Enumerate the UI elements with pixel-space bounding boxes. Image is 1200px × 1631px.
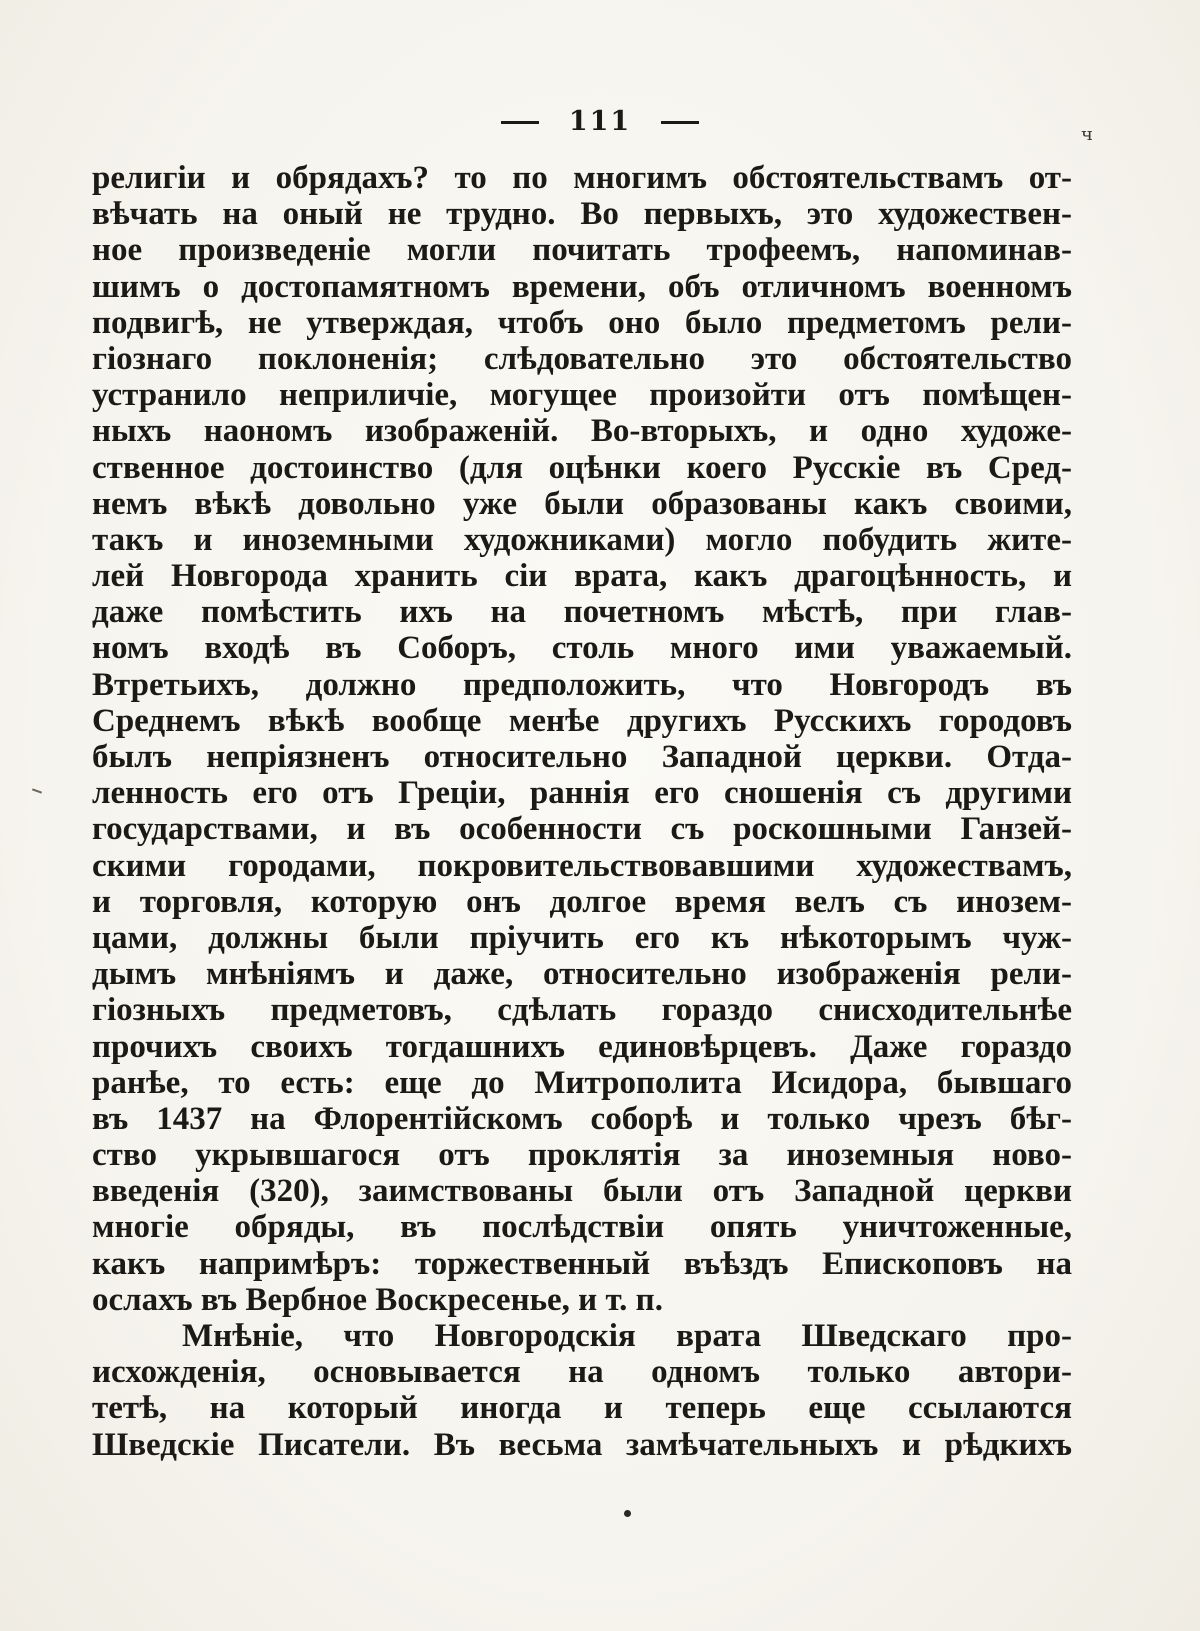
text-line: номъ входѣ въ Соборъ, столь много ими уважаемый. (92, 630, 1072, 667)
text-line: гіознаго поклоненія; слѣдовательно это обстоятельство (92, 340, 1072, 377)
text-line: скими городами, покровительствовавшими художествамъ, (92, 847, 1072, 884)
text-line: устранило неприличіе, могущее произойти отъ помѣщен- (92, 377, 1072, 414)
text-line: ныхъ наономъ изображеній. Во-вторыхъ, и одно художе- (92, 413, 1072, 450)
text-line: такъ и иноземными художниками) могло побудить жите- (92, 521, 1072, 558)
header-dash-left (501, 121, 539, 124)
margin-tick-mark (32, 788, 42, 793)
text-line: религіи и обрядахъ? то по многимъ обстоятельствамъ от- (92, 160, 1072, 196)
page-header (0, 108, 1200, 135)
text-line: ослахъ въ Вербное Воскресенье, и т. п. (92, 1281, 663, 1318)
text-line: прочихъ своихъ тогдашнихъ единовѣрцевъ. Даже гораздо (92, 1028, 1072, 1065)
body-text (92, 160, 1072, 1463)
text-line: вѣчать на оный не трудно. Во первыхъ, это художествен- (92, 196, 1072, 233)
text-line: введенія (320), заимствованы были отъ Западной церкви (92, 1173, 1072, 1210)
text-line: ное произведеніе могли почитать трофеемъ, напоминав- (92, 232, 1072, 269)
text-line: какъ напримѣръ: торжественный въѣздъ Епископовъ на (92, 1245, 1072, 1282)
text-line: былъ непріязненъ относительно Западной церкви. Отда- (92, 739, 1072, 775)
text-line: Шведскіе Писатели. Въ весьма замѣчательныхъ и рѣдкихъ (92, 1426, 1072, 1463)
text-line: Среднемъ вѣкѣ вообще менѣе другихъ Русскихъ городовъ (92, 702, 1072, 739)
text-line: ленность его отъ Греціи, раннія его сношенія съ другими (92, 775, 1072, 812)
text-line: ство укрывшагося отъ проклятія за иноземныя ново- (92, 1137, 1072, 1174)
ink-dot (624, 1510, 631, 1517)
text-line: немъ вѣкѣ довольно уже были образованы какъ своими, (92, 485, 1072, 522)
text-line: ственное достоинство (для оцѣнки коего Русскіе въ Сред- (92, 449, 1072, 486)
text-line: многіе обряды, въ послѣдствіи опять уничтоженные, (92, 1209, 1072, 1246)
page-number: 111 (568, 106, 632, 137)
text-line: государствами, и въ особенности съ роскошными Ганзей- (92, 811, 1072, 848)
text-line: лей Новгорода хранить сіи врата, какъ драгоцѣнность, и (92, 558, 1072, 595)
text-line: исхожденія, основывается на одномъ только автори- (92, 1354, 1072, 1391)
text-line: гіозныхъ предметовъ, сдѣлать гораздо снисходительнѣе (92, 992, 1072, 1029)
text-line: Мнѣніе, что Новгородскія врата Шведскаго про- (182, 1318, 1072, 1354)
text-line: шимъ о достопамятномъ времени, объ отличномъ военномъ (92, 268, 1072, 305)
text-line: ранѣе, то есть: еще до Митрополита Исидора, бывшаго (92, 1064, 1072, 1101)
corner-ink-mark: ч (1081, 124, 1093, 145)
text-line: даже помѣстить ихъ на почетномъ мѣстѣ, при глав- (92, 594, 1072, 631)
text-line: цами, должны были пріучить его къ нѣкоторымъ чуж- (92, 919, 1072, 956)
text-line: тетѣ, на который иногда и теперь еще ссылаются (92, 1390, 1072, 1427)
text-line: Втретьихъ, должно предположить, что Новгородъ въ (92, 666, 1072, 703)
text-line: дымъ мнѣніямъ и даже, относительно изображенія рели- (92, 956, 1072, 993)
text-line: подвигѣ, не утверждая, чтобъ оно было предметомъ рели- (92, 304, 1072, 341)
header-dash-right (661, 121, 699, 124)
text-line: въ 1437 на Флорентійскомъ соборѣ и только чрезъ бѣг- (92, 1100, 1072, 1137)
text-line: и торговля, которую онъ долгое время велъ съ инозем- (92, 883, 1072, 920)
